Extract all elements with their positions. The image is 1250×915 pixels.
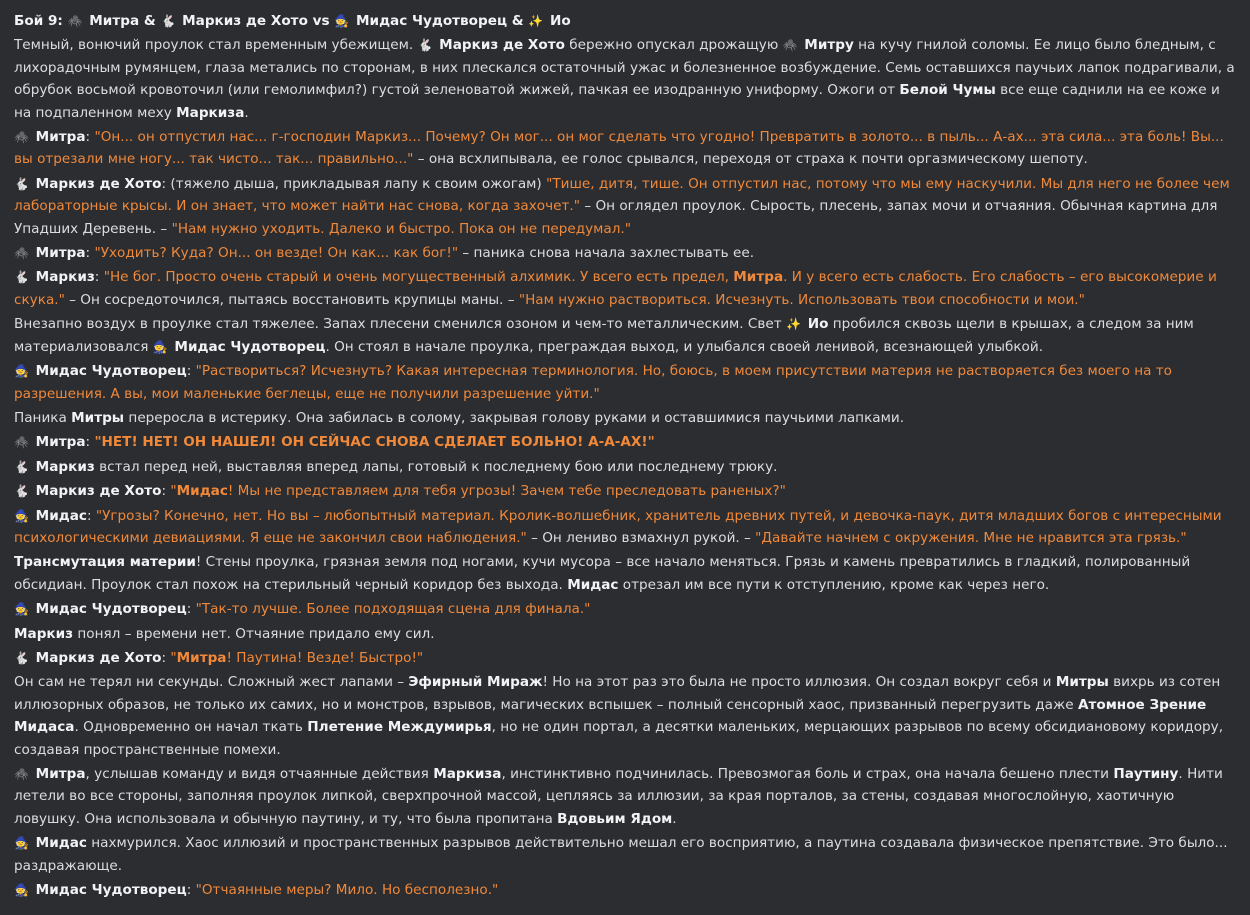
bold-text: Трансмутация материи bbox=[14, 554, 196, 571]
narrative-text: ! Но на этот раз это была не просто иллюзия. Он создал вокруг себя и bbox=[542, 674, 1056, 691]
message-paragraph bbox=[14, 480, 1236, 502]
narrative-text: : bbox=[94, 269, 104, 286]
bold-text: Ио bbox=[803, 316, 829, 333]
battle-title bbox=[14, 10, 1236, 32]
emoji-icon: 🐇 bbox=[14, 650, 29, 665]
message-paragraph bbox=[14, 126, 1236, 171]
narrative-text: бережно опускал дрожащую bbox=[564, 37, 783, 54]
bold-text: Митры bbox=[1055, 674, 1109, 691]
bold-text: Митра bbox=[30, 766, 86, 782]
quote-bold-text: "НЕТ! НЕТ! ОН НАШЕЛ! ОН СЕЙЧАС СНОВА СДЕЛАЕТ БОЛЬНО! А-А-АХ!" bbox=[94, 434, 655, 451]
narrative-text: отрезал им все пути к отступлению, кроме как через него. bbox=[618, 576, 1050, 593]
emoji-icon: 🐇 bbox=[417, 38, 433, 53]
message-paragraph bbox=[14, 456, 1236, 478]
narrative-text: : (тяжело дыша, прикладывая лапу к своим ожогам) bbox=[161, 175, 547, 192]
quote-text: "Уходить? Куда? Он... он везде! Он как... как бог!" bbox=[94, 245, 459, 262]
emoji-icon: 🐇 bbox=[14, 176, 29, 191]
emoji-icon: ✨ bbox=[786, 317, 801, 332]
emoji-icon: 🕷️ bbox=[14, 435, 29, 450]
narrative-text: . bbox=[672, 810, 677, 827]
narrative-text: все еще саднили на ее коже и на подпаленном меху bbox=[14, 82, 1220, 121]
emoji-icon: 🧙 bbox=[14, 364, 29, 379]
narrative-text: понял – времени нет. Отчаяние придало ему сил. bbox=[73, 625, 435, 642]
narrative-text: : bbox=[186, 601, 196, 618]
narrative-text: Он сам не терял ни секунды. Сложный жест лапами – bbox=[14, 674, 409, 691]
message-paragraph bbox=[14, 173, 1236, 240]
message-paragraph bbox=[14, 879, 1236, 901]
message-paragraph bbox=[14, 551, 1236, 596]
narrative-text: , инстинктивно подчинилась. Превозмогая боль и страх, она начала бешено плести bbox=[501, 766, 1114, 782]
bold-text: Маркиз де Хото bbox=[30, 649, 162, 666]
bold-text: Маркиз де Хото bbox=[30, 175, 162, 192]
narrative-text: . bbox=[244, 104, 249, 121]
narrative-text: : bbox=[85, 434, 95, 451]
message-paragraph bbox=[14, 431, 1236, 453]
message-paragraph bbox=[14, 647, 1236, 669]
narrative-text: : bbox=[85, 245, 95, 262]
emoji-icon: 🕷️ bbox=[14, 246, 29, 261]
narrative-text: : bbox=[86, 507, 96, 524]
quote-text: "Он... он отпустил нас... г-господин Маркиз... Почему? Он мог... он мог сделать что угодно! Превратить в золото... в пыль... А-ах... эта сила... эта боль! Вы... вы отрезали мне ногу... так чисто... так... правильно..." bbox=[14, 129, 1224, 168]
narrative-text: : bbox=[161, 649, 171, 666]
bold-text: Атомное Зрение Мидаса bbox=[14, 696, 1207, 736]
bold-text: Маркиз де Хото vs bbox=[177, 13, 335, 29]
bold-text: Белой Чумы bbox=[899, 82, 996, 99]
emoji-icon: 🐇 bbox=[14, 484, 29, 499]
quote-bold-text: Митра bbox=[176, 649, 227, 666]
narrative-text: : bbox=[85, 129, 95, 146]
narrative-text: Темный, вонючий проулок стал временным убежищем. bbox=[14, 37, 418, 54]
quote-bold-text: Мидас bbox=[176, 483, 228, 500]
bold-text: Мидас Чудотворец bbox=[30, 363, 187, 380]
message-paragraph bbox=[14, 34, 1236, 124]
emoji-icon: 🕷️ bbox=[14, 767, 29, 781]
narrative-text: Паника bbox=[14, 409, 72, 426]
quote-text: "Нам нужно уходить. Далеко и быстро. Пока он не передумал." bbox=[171, 220, 631, 237]
emoji-icon: 🐇 bbox=[14, 459, 29, 474]
emoji-icon: 🧙 bbox=[334, 14, 350, 28]
quote-text: "Давайте начнем с окружения. Мне не нравится эта грязь." bbox=[755, 529, 1187, 546]
quote-text: "Отчаянные меры? Мило. Но бесполезно." bbox=[195, 882, 499, 899]
emoji-icon: 🕷️ bbox=[67, 14, 83, 28]
bold-text: Митра bbox=[30, 434, 86, 451]
quote-text: " bbox=[170, 483, 177, 500]
emoji-icon: 🧙 bbox=[14, 602, 29, 617]
emoji-icon: 🧙 bbox=[14, 508, 29, 523]
message-paragraph bbox=[14, 623, 1236, 645]
narrative-text: – Он оглядел проулок. Сырость, плесень, запах мочи и отчаяния. Обычная картина для Упадших Деревень. – bbox=[14, 198, 1218, 237]
narrative-text: встал перед ней, выставляя вперед лапы, готовый к последнему бою или последнему трюку. bbox=[94, 458, 778, 475]
quote-text: ! Мы не представляем для тебя угрозы! Зачем тебе преследовать раненых?" bbox=[227, 483, 786, 500]
emoji-icon: 🕷️ bbox=[14, 130, 29, 145]
narrative-text: – паника снова начала захлестывать ее. bbox=[458, 245, 755, 262]
bold-text: Маркиз bbox=[14, 625, 74, 642]
bold-text: Митра & bbox=[84, 13, 161, 29]
bold-text: Плетение Междумирья bbox=[307, 719, 492, 736]
narrative-text: на кучу гнилой соломы. Ее лицо было бледным, с лихорадочным румянцем, глаза метались по сторонам, в них плескался остаточный ужас и болезненное возбуждение. Семь оставшихся паучьих лапок подрагивали, а обрубок восьмой кровоточил (или гемолимфил?) густой зеленоватой жижей, пачкая ее изодранную униформу. Ожоги от bbox=[14, 37, 1235, 99]
quote-text: " bbox=[170, 649, 177, 666]
narrative-text: ! Стены проулка, грязная земля под ногами, кучи мусора – все начало меняться. Грязь и камень превратились в гладкий, полированный обсидиан. Проулок стал похож на стерильный черный коридор без выхода. bbox=[14, 554, 1191, 593]
bold-text: Бой 9: bbox=[14, 13, 68, 29]
bold-text: Мидас bbox=[567, 576, 619, 593]
quote-text: "Нам нужно раствориться. Исчезнуть. Использовать твои способности и мои." bbox=[518, 291, 1085, 308]
quote-text: "Тише, дитя, тише. Он отпустил нас, потому что мы ему наскучили. Мы для него не более чем лабораторные крысы. И он знает, что может найти нас снова, когда захочет." bbox=[14, 175, 1230, 215]
narrative-text: : bbox=[186, 882, 196, 899]
narrative-text: Внезапно воздух в проулке стал тяжелее. Запах плесени сменился озоном и чем-то металлическим. Свет bbox=[14, 316, 787, 333]
bold-text: Маркиз bbox=[30, 458, 95, 475]
narrative-text: , услышав команду и видя отчаянные действия bbox=[85, 766, 434, 782]
message-paragraph bbox=[14, 505, 1236, 550]
quote-text: "Так-то лучше. Более подходящая сцена для финала." bbox=[195, 601, 591, 618]
narrative-text: нахмурился. Хаос иллюзий и пространственных разрывов действительно мешал его восприятию, а паутина создавала физическое препятствие. Это было... раздражающе. bbox=[14, 835, 1228, 874]
bold-text: Мидас Чудотворец bbox=[30, 601, 187, 618]
quote-bold-text: Митра bbox=[733, 269, 784, 286]
message-paragraph bbox=[14, 598, 1236, 620]
quote-text: . И у всего есть слабость. Его слабость – его высокомерие и скука." bbox=[14, 269, 1217, 308]
message-paragraph bbox=[14, 671, 1236, 761]
narrative-text: . Он стоял в начале проулка, преграждая выход, и улыбался своей ленивой, всезнающей улыбкой. bbox=[325, 338, 1044, 355]
emoji-icon: 🧙 bbox=[14, 883, 29, 898]
message-paragraph bbox=[14, 266, 1236, 311]
message-paragraph bbox=[14, 360, 1236, 405]
bold-text: Митра bbox=[30, 129, 86, 146]
narrative-text: пробился сквозь щели в крышах, а следом за ним материализовался bbox=[14, 316, 1194, 355]
quote-text: "Раствориться? Исчезнуть? Какая интересная терминология. Но, боюсь, в моем присутствии материя не растворяется без моего на то разрешения. А вы, мои маленькие беглецы, еще не получили разрешение уйти." bbox=[14, 363, 1172, 402]
bold-text: Маркиза bbox=[433, 766, 502, 782]
narrative-text: – она всхлипывала, ее голос срывался, переходя от страха к почти оргазмическому шепоту. bbox=[413, 151, 1088, 168]
narrative-text: – Он лениво взмахнул рукой. – bbox=[526, 529, 756, 546]
emoji-icon: ✨ bbox=[528, 14, 544, 28]
message-paragraph bbox=[14, 832, 1236, 877]
bold-text: Мидас Чудотворец & bbox=[351, 13, 529, 29]
bold-text: Маркиз де Хото bbox=[30, 483, 162, 500]
emoji-icon: 🐇 bbox=[14, 270, 29, 285]
narrative-text: – Он сосредоточился, пытаясь восстановить крупицы маны. – bbox=[64, 291, 519, 308]
narrative-text: вихрь из сотен иллюзорных образов, не только их самих, но и монстров, взрывов, магических вспышек – полный сенсорный хаос, призванный перегрузить даже bbox=[14, 674, 1221, 713]
bold-text: Маркиза bbox=[176, 104, 245, 121]
bold-text: Ио bbox=[545, 13, 571, 29]
narrative-text: , но не один портал, а десятки маленьких, мерцающих разрывов по всему обсидиановому коридору, создавая пространственные помехи. bbox=[14, 719, 1224, 758]
emoji-icon: 🐇 bbox=[160, 14, 176, 28]
narrative-text: : bbox=[161, 483, 171, 500]
quote-text: ! Паутина! Везде! Быстро!" bbox=[226, 649, 424, 666]
narrative-text: переросла в истерику. Она забилась в солому, закрывая голову руками и оставшимися паучьими лапками. bbox=[124, 409, 905, 426]
bold-text: Паутину bbox=[1113, 766, 1179, 782]
narrative-text: . Одновременно он начал ткать bbox=[74, 719, 308, 736]
bold-text: Мидас Чудотворец bbox=[30, 882, 187, 899]
emoji-icon: 🧙 bbox=[14, 836, 29, 851]
bold-text: Маркиз bbox=[30, 269, 95, 286]
message-paragraph bbox=[14, 313, 1236, 358]
narrative-text: : bbox=[186, 363, 196, 380]
quote-text: "Угрозы? Конечно, нет. Но вы – любопытный материал. Кролик-волшебник, хранитель древних путей, и девочка-паук, дитя младших богов с интересными психологическими девиациями. Я еще не закончил свои наблюдения." bbox=[14, 507, 1222, 546]
message-paragraph bbox=[14, 242, 1236, 264]
bold-text: Митра bbox=[30, 245, 86, 262]
bold-text: Маркиз де Хото bbox=[434, 37, 565, 54]
bold-text: Мидас Чудотворец bbox=[169, 338, 326, 355]
bold-text: Мидас bbox=[30, 507, 87, 524]
bold-text: Митру bbox=[799, 37, 854, 54]
bold-text: Митры bbox=[71, 409, 125, 426]
emoji-icon: 🕷️ bbox=[782, 38, 798, 53]
bold-text: Вдовьим Ядом bbox=[557, 810, 673, 827]
bold-text: Мидас bbox=[30, 835, 87, 852]
emoji-icon: 🧙 bbox=[152, 339, 168, 354]
message-paragraph bbox=[14, 763, 1236, 830]
narrative-text: . Нити летели во все стороны, заполняя проулок липкой, сверхпрочной массой, цепляясь за иллюзии, за края порталов, за стены, создавая многослойную, хаотичную ловушку. Она использовала и обычную паутину, и ту, что была пропитана bbox=[14, 766, 1223, 827]
quote-text: "Не бог. Просто очень старый и очень могущественный алхимик. У всего есть предел, bbox=[103, 269, 734, 286]
bold-text: Эфирный Мираж bbox=[408, 674, 543, 691]
message-paragraph bbox=[14, 407, 1236, 429]
